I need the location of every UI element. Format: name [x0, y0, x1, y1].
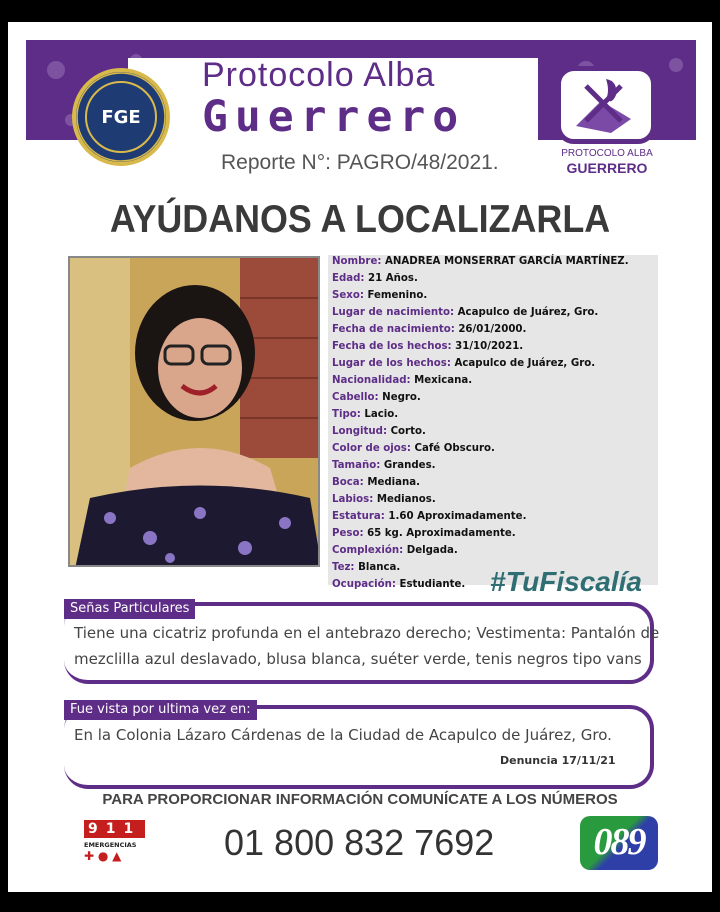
detail-lugar-nacimiento: Lugar de nacimiento: Acapulco de Juárez, Gro.	[332, 307, 599, 318]
person-photo	[68, 256, 320, 567]
detail-sexo: Sexo: Femenino.	[332, 290, 428, 301]
denuncia-date: Denuncia 17/11/21	[500, 754, 616, 767]
seal-text: FGE	[101, 106, 141, 128]
alba-caption-2: GUERRERO	[566, 160, 648, 176]
detail-nombre: Nombre: ANADREA MONSERRAT GARCÍA MARTÍNEZ.	[332, 256, 629, 267]
report-number: Reporte N°: PAGRO/48/2021.	[221, 151, 499, 174]
detail-tamano: Tamaño: Grandes.	[332, 460, 436, 471]
detail-nacionalidad: Nacionalidad: Mexicana.	[332, 375, 473, 386]
title-line1: Protocolo Alba	[202, 56, 436, 94]
senas-line2: mezclilla azul deslavado, blusa blanca, suéter verde, tenis negros tipo vans	[74, 650, 642, 668]
detail-longitud: Longitud: Corto.	[332, 426, 426, 437]
emergencias-text: EMERGENCIAS	[84, 841, 137, 849]
senas-line1: Tiene una cicatriz profunda en el antebrazo derecho; Vestimenta: Pantalón de	[74, 624, 660, 642]
detail-color-ojos: Color de ojos: Café Obscuro.	[332, 443, 495, 454]
alba-silhouette-icon	[561, 71, 651, 141]
detail-labios: Labios: Medianos.	[332, 494, 436, 505]
detail-lugar-hechos: Lugar de los hechos: Acapulco de Juárez, Gro.	[332, 358, 596, 369]
fge-seal-logo	[72, 68, 170, 166]
detail-boca: Boca: Mediana.	[332, 477, 421, 488]
logo-911	[84, 820, 154, 876]
footer-info: PARA PROPORCIONAR INFORMACIÓN COMUNÍCATE A LOS NÚMEROS	[102, 791, 618, 808]
detail-peso: Peso: 65 kg. Aproximadamente.	[332, 528, 516, 539]
protocolo-alba-logo	[548, 66, 666, 179]
911-number: 911	[84, 820, 145, 838]
detail-estatura: Estatura: 1.60 Aproximadamente.	[332, 511, 527, 522]
phone-number: 01 800 832 7692	[224, 822, 495, 863]
vista-text: En la Colonia Lázaro Cárdenas de la Ciudad de Acapulco de Juárez, Gro.	[74, 726, 612, 744]
title-line2: Guerrero	[202, 92, 466, 142]
emergency-icons: ✚ ● ▲	[84, 849, 122, 863]
headline: AYÚDANOS A LOCALIZARLA	[109, 198, 611, 241]
alba-caption-1: PROTOCOLO ALBA	[561, 148, 653, 159]
details-list	[332, 253, 629, 593]
vista-label: Fue vista por ultima vez en:	[64, 700, 257, 720]
hashtag: #TuFiscalía	[490, 566, 643, 597]
detail-fecha-hechos: Fecha de los hechos: 31/10/2021.	[332, 341, 524, 352]
photo-illustration	[70, 258, 320, 567]
alba-logo-frame	[556, 66, 656, 144]
detail-tipo: Tipo: Lacio.	[332, 409, 399, 420]
detail-fecha-nacimiento: Fecha de nacimiento: 26/01/2000.	[332, 324, 527, 335]
senas-label: Señas Particulares	[64, 599, 195, 619]
detail-ocupacion: Ocupación: Estudiante.	[332, 579, 466, 590]
detail-complexion: Complexión: Delgada.	[332, 545, 458, 556]
detail-edad: Edad: 21 Años.	[332, 273, 418, 284]
detail-tez: Tez: Blanca.	[332, 562, 401, 573]
089-number: 089	[593, 821, 645, 863]
seal-ring	[72, 68, 170, 166]
logo-089	[580, 816, 658, 870]
missing-person-poster	[8, 22, 712, 892]
detail-cabello: Cabello: Negro.	[332, 392, 421, 403]
